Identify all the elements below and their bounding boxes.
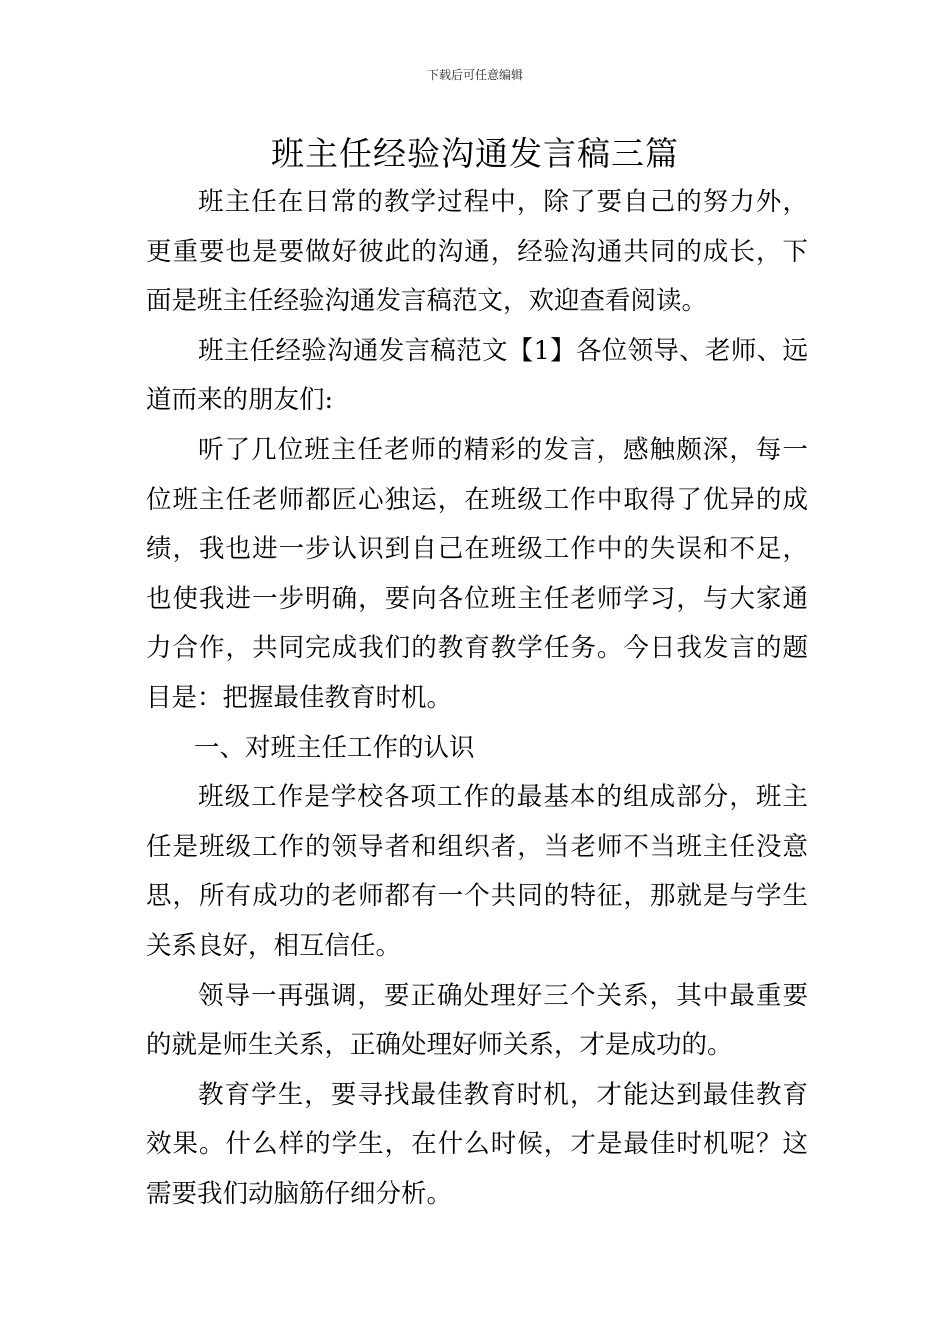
document-body	[146, 178, 808, 1219]
document-title: 班主任经验沟通发言稿三篇	[271, 134, 679, 173]
paragraph-class-work: 班级工作是学校各项工作的最基本的组成部分，班主任是班级工作的领导者和组织者，当老师不当班主任没意思，所有成功的老师都有一个共同的特征，那就是与学生关系良好，相互信任。	[146, 782, 808, 961]
paragraph-intro: 班主任在日常的教学过程中，除了要自己的努力外，更重要也是要做好彼此的沟通，经验沟通共同的成长，下面是班主任经验沟通发言稿范文，欢迎查看阅读。	[146, 187, 808, 317]
paragraph-relationships: 领导一再强调，要正确处理好三个关系，其中最重要的就是师生关系，正确处理好师关系，才是成功的。	[146, 980, 808, 1061]
paragraph-speech-heading: 班主任经验沟通发言稿范文【1】各位领导、老师、远道而来的朋友们:	[146, 335, 808, 416]
paragraph-opening: 听了几位班主任老师的精彩的发言，感触颇深，每一位班主任老师都匠心独运，在班级工作中取得了优异的成绩，我也进一步认识到自己在班级工作中的失误和不足，也使我进一步明确，要向各位班主任老师学习，与大家通力合作，共同完成我们的教育教学任务。今日我发言的题目是：把握最佳教育时机。	[146, 434, 808, 713]
paragraph-timing: 教育学生，要寻找最佳教育时机，才能达到最佳教育效果。什么样的学生，在什么时候，才是最佳时机呢？这需要我们动脑筋仔细分析。	[146, 1079, 808, 1209]
header-note: 下载后可任意编辑	[426, 68, 523, 82]
section-heading-1: 一、对班主任工作的认识	[194, 732, 475, 763]
